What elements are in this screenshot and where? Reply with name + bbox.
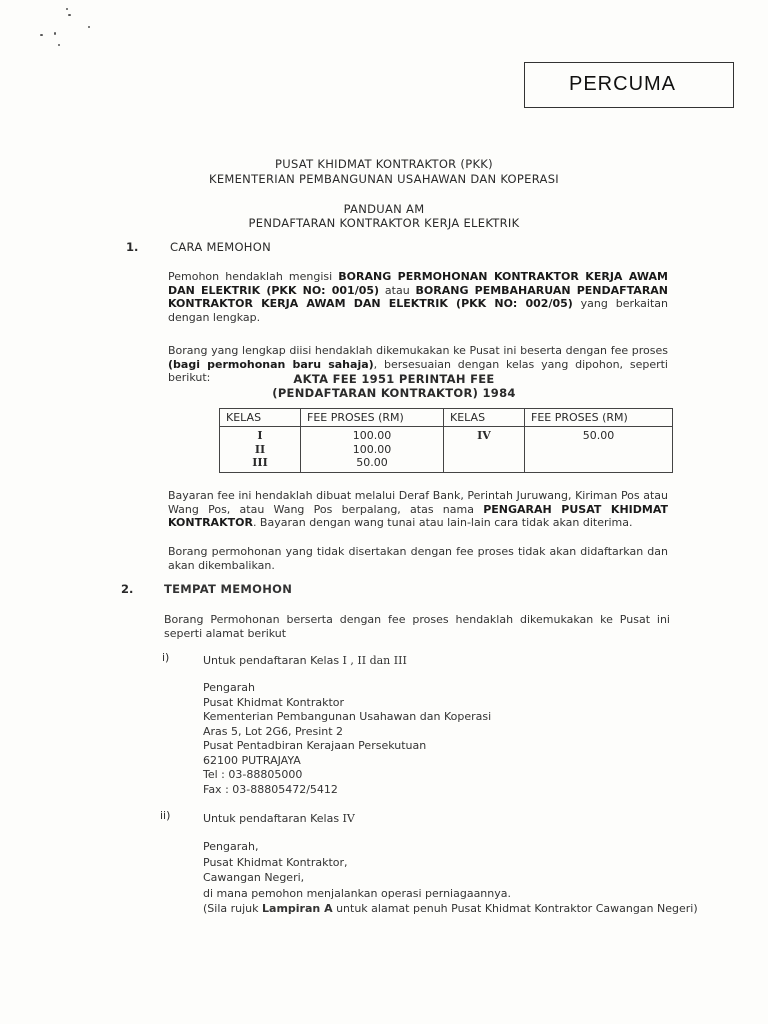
fee-kelas-ii: 100.00: [352, 442, 392, 456]
item-ii-heading: [203, 812, 355, 826]
section-1-title: CARA MEMOHON: [170, 240, 272, 254]
p1-form-001: BORANG PERMOHONAN KONTRAKTOR KERJA AWAM DAN ELEKTRIK (PKK NO: 001/05): [168, 270, 668, 297]
p3-text-c: . Bayaran dengan wang tunai atau lain-lain cara tidak akan diterima.: [252, 516, 633, 529]
address-line: Pengarah: [203, 681, 255, 694]
left-kelas-cell: [220, 427, 301, 473]
scan-speck: [68, 14, 71, 16]
kelas-i: I: [257, 429, 263, 442]
section-2-paragraph-1: Borang Permohonan berserta dengan fee proses hendaklah dikemukakan ke Pusat ini seperti alamat berikut: [164, 613, 670, 640]
header-kelas-right: KELAS: [444, 409, 525, 427]
fee-table: [219, 408, 673, 473]
address-line: Tel : 03-88805000: [203, 768, 303, 781]
kelas-ii: II: [254, 442, 266, 456]
p2-text-a: Borang yang lengkap diisi hendaklah dikemukakan ke Pusat ini beserta dengan fee proses: [168, 344, 668, 357]
item-i-marker: i): [162, 651, 170, 664]
act-title-line-1: AKTA FEE 1951 PERINTAH FEE: [293, 372, 495, 386]
address-hq: [203, 681, 491, 797]
item-i-label: Untuk pendaftaran Kelas: [203, 654, 340, 667]
p1-form-002: BORANG PEMBAHARUAN PENDAFTARAN KONTRAKTOR KERJA AWAM DAN ELEKTRIK (PKK NO: 002/05): [168, 283, 669, 310]
p1-text-c: atau: [379, 283, 416, 297]
item-i-heading: [203, 654, 407, 668]
kelas-iii: III: [252, 456, 268, 469]
p2-new-only: (bagi permohonan baru sahaja): [168, 357, 374, 371]
note-lampiran-a: Lampiran A: [262, 902, 333, 915]
address-line: Pengarah,: [203, 840, 259, 853]
stamp-text: PERCUMA: [569, 73, 677, 95]
address-line: Pusat Khidmat Kontraktor,: [203, 855, 348, 869]
fee-kelas-iv: 50.00: [525, 427, 673, 473]
header-fee-left: FEE PROSES (RM): [301, 409, 444, 427]
address-line: Aras 5, Lot 2G6, Presint 2: [203, 724, 344, 738]
fee-table-header-row: [220, 409, 673, 427]
header-organisation: PUSAT KHIDMAT KONTRAKTOR (PKK): [275, 157, 493, 171]
fee-kelas-iii: 50.00: [356, 456, 388, 469]
section-1-paragraph-4: Borang permohonan yang tidak disertakan dengan fee proses tidak akan didaftarkan dan akan dikembalikan.: [168, 545, 668, 572]
item-i-classes: I , II dan III: [342, 654, 407, 667]
fee-kelas-i: 100.00: [352, 429, 392, 442]
scan-speck: [40, 34, 43, 36]
p1-text-a: Pemohon hendaklah mengisi: [168, 270, 339, 283]
fee-table-row: [220, 427, 673, 473]
lampiran-note: [203, 901, 698, 917]
scan-speck: [54, 32, 56, 35]
p1-text-e: yang berkaitan dengan lengkap.: [168, 297, 668, 324]
header-guide: PANDUAN AM: [343, 202, 425, 216]
p3-text-a: Bayaran fee ini hendaklah dibuat melalui Deraf Bank, Perintah Juruwang, Kiriman Pos atau Wang Pos, atau Wang Pos berpalang, atas nama: [168, 489, 668, 516]
note-text-c: untuk alamat penuh Pusat Khidmat Kontraktor Cawangan Negeri): [332, 902, 698, 915]
scan-speck: [66, 8, 68, 10]
scan-speck: [88, 26, 90, 28]
address-line: Fax : 03-88805472/5412: [203, 782, 338, 796]
address-line: Cawangan Negeri,: [203, 871, 305, 884]
section-1-paragraph-1: [168, 270, 668, 324]
act-title-line-2: (PENDAFTARAN KONTRAKTOR) 1984: [272, 386, 516, 400]
kelas-iv: IV: [444, 427, 525, 473]
address-branch: [203, 839, 698, 917]
header-ministry: KEMENTERIAN PEMBANGUNAN USAHAWAN DAN KOPERASI: [208, 172, 559, 186]
left-fee-cell: [301, 427, 444, 473]
note-text-a: (Sila rujuk: [203, 902, 263, 915]
header-subject: PENDAFTARAN KONTRAKTOR KERJA ELEKTRIK: [248, 216, 520, 230]
address-line: Kementerian Pembangunan Usahawan dan Koperasi: [203, 710, 492, 723]
header-fee-right: FEE PROSES (RM): [525, 409, 673, 427]
address-line: 62100 PUTRAJAYA: [203, 753, 301, 767]
section-1-number: 1.: [126, 240, 139, 254]
p2-text-c: , bersesuaian dengan kelas yang dipohon, seperti berikut:: [168, 357, 668, 384]
item-ii-marker: ii): [160, 809, 171, 822]
address-line: di mana pemohon menjalankan operasi perniagaannya.: [203, 886, 511, 900]
header-kelas-left: KELAS: [220, 409, 301, 427]
section-2-number: 2.: [121, 582, 134, 596]
section-2-title: TEMPAT MEMOHON: [164, 582, 293, 596]
address-line: Pusat Khidmat Kontraktor: [203, 695, 345, 709]
section-1-paragraph-3: [168, 489, 668, 530]
scan-speck: [58, 44, 60, 46]
address-line: Pusat Pentadbiran Kerajaan Persekutuan: [203, 739, 427, 752]
item-ii-classes: IV: [342, 812, 355, 825]
percuma-stamp: [524, 62, 734, 108]
item-ii-label: Untuk pendaftaran Kelas: [203, 812, 340, 825]
p3-payee: PENGARAH PUSAT KHIDMAT KONTRAKTOR: [168, 502, 668, 529]
